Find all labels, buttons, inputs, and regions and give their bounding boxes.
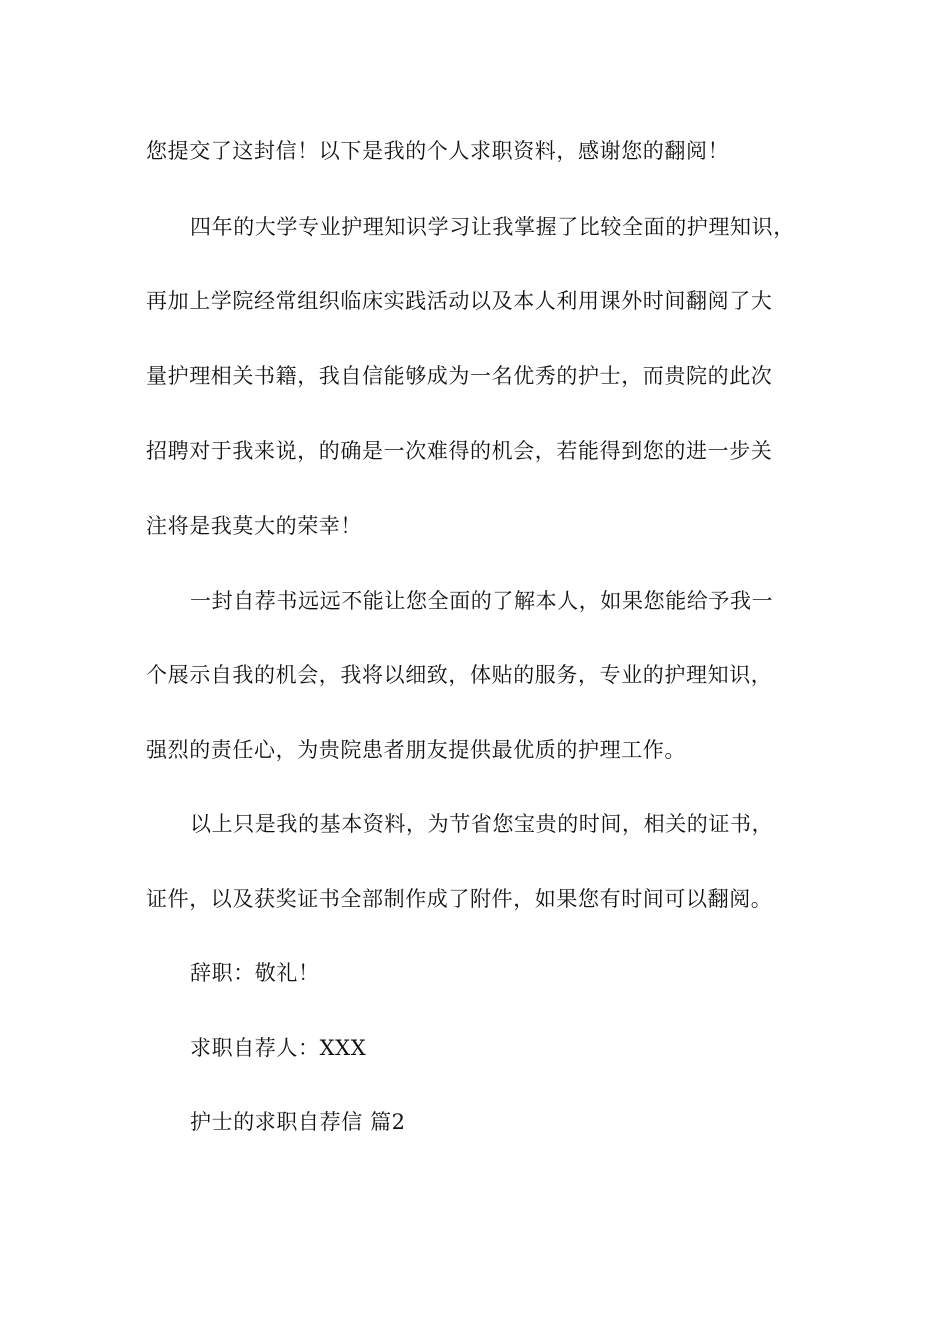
paragraph-line: 个展示自我的机会，我将以细致，体贴的服务，专业的护理知识，: [146, 663, 773, 687]
paragraph-line: 招聘对于我来说，的确是一次难得的机会，若能得到您的进一步关: [146, 439, 773, 463]
paragraph-line: 以上只是我的基本资料，为节省您宝贵的时间，相关的证书，: [190, 812, 774, 836]
paragraph-line: 四年的大学专业护理知识学习让我掌握了比较全面的护理知识，: [190, 215, 795, 239]
paragraph-line: 再加上学院经常组织临床实践活动以及本人利用课外时间翻阅了大: [146, 289, 773, 313]
signature-line: 求职自荐人：XXX: [190, 1036, 367, 1060]
paragraph-line: 您提交了这封信！以下是我的个人求职资料，感谢您的翻阅！: [146, 139, 730, 163]
paragraph-line: 证件，以及获奖证书全部制作成了附件，如果您有时间可以翻阅。: [146, 887, 773, 911]
paragraph-line: 强烈的责任心，为贵院患者朋友提供最优质的护理工作。: [146, 738, 686, 762]
paragraph-line: 注将是我莫大的荣幸！: [146, 514, 362, 538]
section-heading: 护士的求职自荐信 篇2: [190, 1110, 406, 1134]
paragraph-line: 一封自荐书远远不能让您全面的了解本人，如果您能给予我一: [190, 589, 774, 613]
paragraph-line: 量护理相关书籍，我自信能够成为一名优秀的护士，而贵院的此次: [146, 364, 773, 388]
closing-salutation: 辞职：敬礼！: [190, 961, 320, 985]
